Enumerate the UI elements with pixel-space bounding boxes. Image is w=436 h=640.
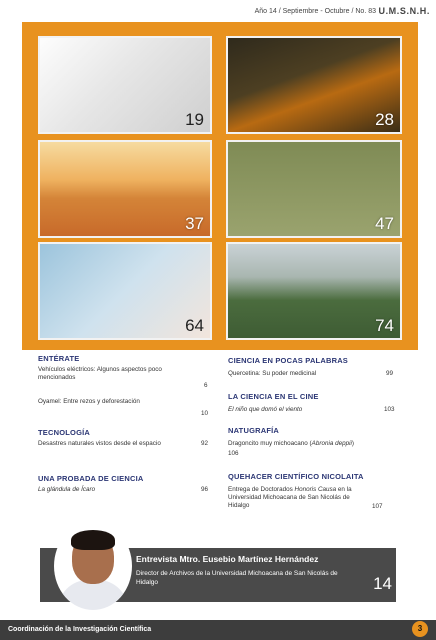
toc-entry[interactable]: Vehículos eléctricos: Algunos aspectos poco mencionados [38, 366, 162, 381]
thumbnail-page-number: 28 [375, 110, 394, 129]
toc-entry[interactable]: Desastres naturales vistos desde el espacio [38, 440, 161, 447]
section-title-cine: LA CIENCIA EN EL CINE [228, 392, 319, 401]
toc-entry[interactable]: El niño que domó el viento [228, 406, 303, 413]
toc-entry[interactable]: Oyamel: Entre rezos y deforestación [38, 398, 140, 405]
section-title-naturgrafia: NATUGRAFÍA [228, 426, 280, 435]
avatar [54, 522, 132, 610]
top-header [0, 0, 436, 22]
issue-info: Año 14 / Septiembre - Octubre / No. 83 [254, 8, 376, 15]
toc-entry[interactable]: Quercetina: Su poder medicinal [228, 370, 317, 377]
toc-entry[interactable]: Entrega de Doctorados Honoris Causa en la Universidad Michoacana de San Nicolás de Hidalgo [228, 486, 352, 509]
thumbnail-resin[interactable] [226, 36, 402, 134]
toc-page: 10 [201, 410, 209, 417]
section-title-quehacer: QUEHACER CIENTÍFICO NICOLAITA [228, 472, 364, 481]
thumbnail-desert-tree[interactable] [38, 140, 212, 238]
section-title-enterate: ENTÉRATE [38, 354, 80, 363]
toc-page: 6 [204, 382, 208, 389]
thumbnail-page-number: 64 [185, 316, 204, 335]
toc-entry[interactable]: Dragoncito muy michoacano (Abronia deppii) [228, 440, 355, 447]
toc-page: 103 [384, 406, 395, 413]
section-title-probada: UNA PROBADA DE CIENCIA [38, 474, 144, 483]
avatar-hair [71, 530, 115, 550]
thumbnail-page-number: 37 [185, 214, 204, 233]
toc-page: 107 [372, 503, 383, 510]
footer-text: Coordinación de la Investigación Científica [8, 626, 152, 633]
toc-entry[interactable]: La glándula de Ícaro [38, 486, 96, 493]
thumbnail-page-number: 47 [375, 214, 394, 233]
thumbnail-woman-pill[interactable] [38, 242, 212, 340]
thumbnail-page-number: 74 [375, 316, 394, 335]
avatar-shirt [58, 580, 128, 610]
toc-page: 92 [201, 440, 209, 447]
thumbnail-cotton[interactable] [226, 140, 402, 238]
thumbnail-face-paint[interactable] [38, 36, 212, 134]
section-title-pocas-palabras: CIENCIA EN POCAS PALABRAS [228, 356, 349, 365]
interview-page-number: 14 [373, 574, 392, 593]
interview-title: Entrevista Mtro. Eusebio Martínez Hernández [136, 554, 319, 564]
section-title-tecnologia: TECNOLOGÍA [38, 428, 90, 437]
interview-description: Director de Archivos de la Universidad Michoacana de San Nicolás de Hidalgo [136, 570, 338, 586]
thumbnail-aerial-highway[interactable] [226, 242, 402, 340]
footer-page-number: 3 [412, 621, 428, 637]
toc-page: 99 [386, 370, 394, 377]
thumbnail-page-number: 19 [185, 110, 204, 129]
university-name: U.M.S.N.H. [378, 6, 430, 16]
toc-page: 106 [228, 450, 239, 457]
toc-page: 96 [201, 486, 209, 493]
